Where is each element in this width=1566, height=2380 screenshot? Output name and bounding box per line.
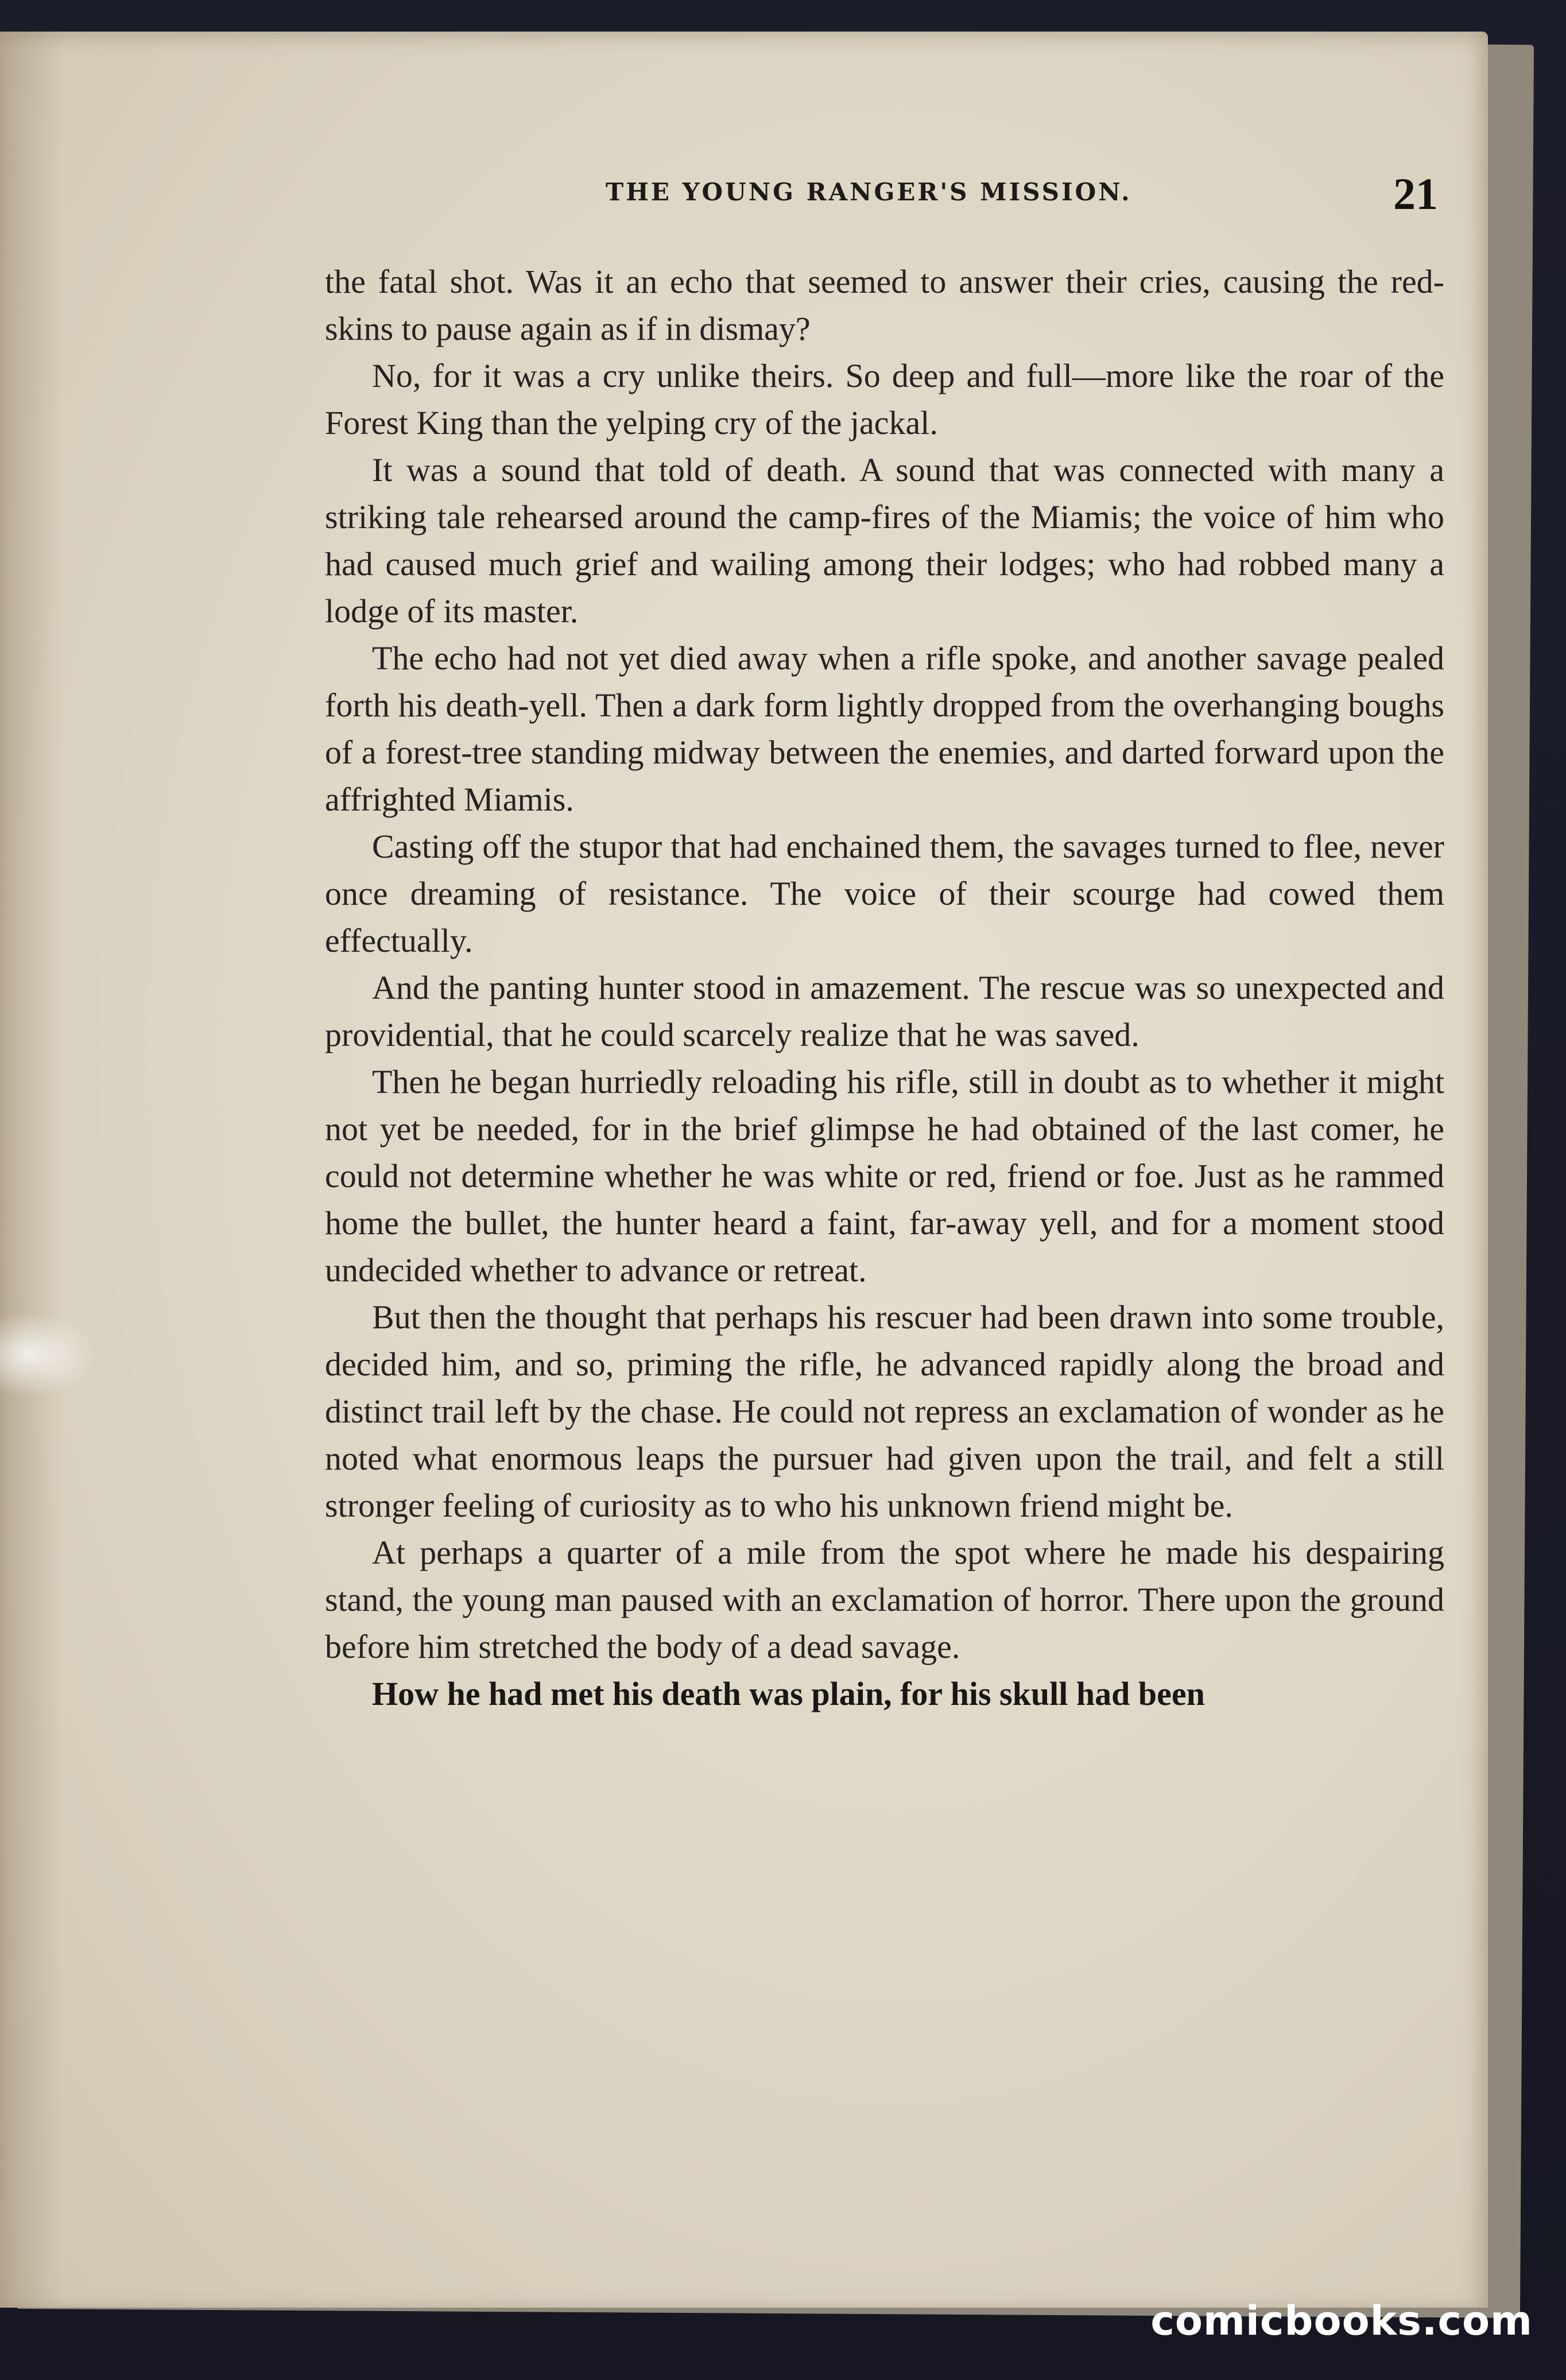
paragraph: The echo had not yet died away when a rifle spoke, and another savage pealed forth his death-yell. Then a dark form lightly dropped from the overhanging boughs of a forest-tree standing midway between the enemies, and darted forward upon the affrighted Miamis. xyxy=(325,639,1444,818)
paragraph: How he had met his death was plain, for his skull had been xyxy=(372,1675,1205,1712)
paragraph: No, for it was a cry unlike theirs. So deep and full—more like the roar of the Forest King than the yelping cry of the jackal. xyxy=(325,357,1444,441)
gutter-shadow xyxy=(0,32,63,2308)
running-head: THE YOUNG RANGER'S MISSION. xyxy=(606,178,1132,206)
paragraph: the fatal shot. Was it an echo that seemed to answer their cries, causing the red-skins to pause again as if in dismay? xyxy=(325,263,1444,347)
paragraph: And the panting hunter stood in amazement. The rescue was so unexpected and providential, that he could scarcely realize that he was saved. xyxy=(325,969,1444,1053)
paragraph: Then he began hurriedly reloading his rifle, still in doubt as to whether it might not yet be needed, for in the brief glimpse he had obtained of the last comer, he could not determine whether he was white or red, friend or foe. Just as he rammed home the bullet, the hunter heard a faint, far-away yell, and for a moment stood undecided whether to advance or retreat. xyxy=(325,1063,1444,1289)
watermark: comicbooks.com xyxy=(1150,2297,1533,2344)
page-number: 21 xyxy=(1393,169,1438,219)
paragraph: It was a sound that told of death. A sound that was connected with many a striking tale rehearsed around the camp-fires of the Miamis; the voice of him who had caused much grief and wailing among their lodges; who had robbed many a lodge of its master. xyxy=(325,451,1444,630)
page-header xyxy=(574,158,1470,219)
paragraph: Casting off the stupor that had enchained them, the savages turned to flee, never once dreaming of resistance. The voice of their scourge had cowed them effectually. xyxy=(325,828,1444,959)
book-page xyxy=(0,32,1488,2308)
paper-stain xyxy=(0,1312,98,1398)
paragraph: But then the thought that perhaps his rescuer had been drawn into some trouble, decided him, and so, priming the rifle, he advanced rapidly along the broad and distinct trail left by the chase. He could not repress an exclamation of wonder as he noted what enormous leaps the pursuer had given upon the trail, and felt a still stronger feeling of curiosity as to who his unknown friend might be. xyxy=(325,1298,1444,1524)
body-text xyxy=(325,258,1444,1718)
paragraph: At perhaps a quarter of a mile from the spot where he made his despairing stand, the young man paused with an exclamation of horror. There upon the ground before him stretched the body of a dead savage. xyxy=(325,1534,1444,1665)
